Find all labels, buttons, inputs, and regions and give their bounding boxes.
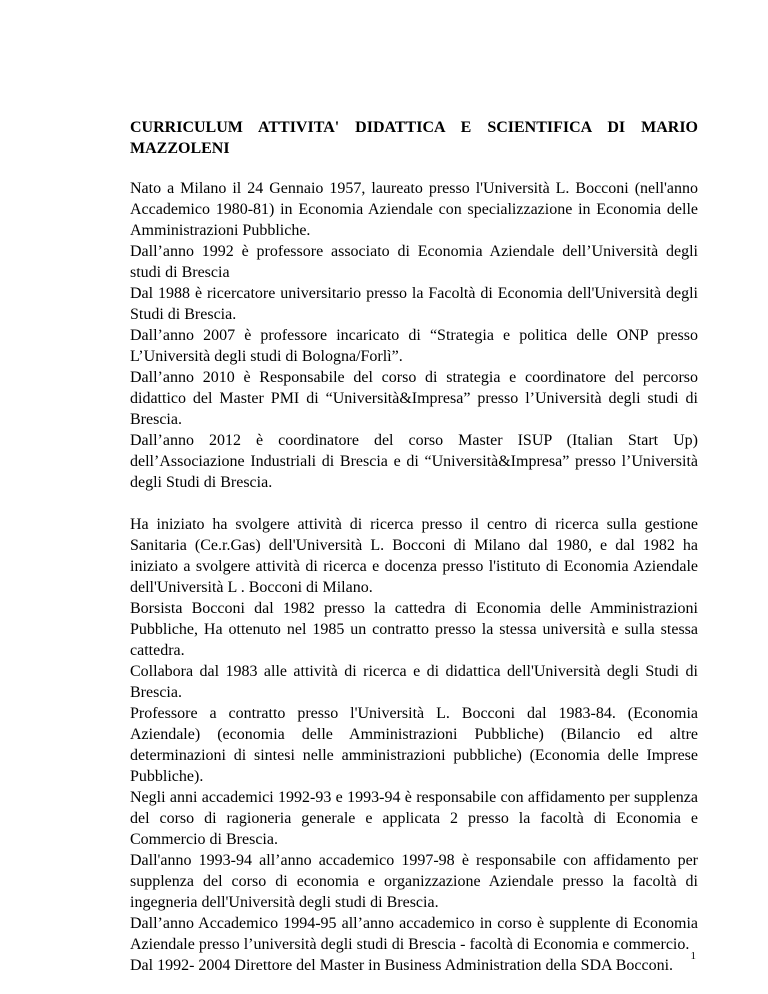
paragraph: Ha iniziato ha svolgere attività di ricerca presso il centro di ricerca sulla gestione Sanitaria (Ce.r.Gas) dell'Università L. Bocconi di Milano dal 1980, e dal 1982 ha iniziato a svolgere attività di ricerca e docenza presso l'istituto di Economia Aziendale dell'Università L . Bocconi di Milano. (130, 516, 698, 596)
paragraph: Professore a contratto presso l'Università L. Bocconi dal 1983-84. (Economia Aziendale) (economia delle Amministrazioni Pubbliche) (Bilancio ed altre determinazioni di sintesi nelle amministrazioni pubbliche) (Economia delle Imprese Pubbliche). (130, 705, 698, 785)
section-research-teaching (130, 514, 698, 976)
section-biography (130, 178, 698, 493)
document-title: CURRICULUM ATTIVITA' DIDATTICA E SCIENTIFICA DI MARIO MAZZOLENI (130, 119, 698, 157)
paragraph: Dall’anno 2012 è coordinatore del corso Master ISUP (Italian Start Up) dell’Associazione Industriali di Brescia e di “Università&Impresa” presso l’Università degli Studi di Brescia. (130, 432, 698, 491)
paragraph: Dal 1988 è ricercatore universitario presso la Facoltà di Economia dell'Università degli Studi di Brescia. (130, 285, 698, 323)
paragraph: Dall’anno 2007 è professore incaricato di “Strategia e politica delle ONP presso L’Università degli studi di Bologna/Forlì”. (130, 327, 698, 365)
page-number: 1 (690, 950, 696, 962)
paragraph: Nato a Milano il 24 Gennaio 1957, laureato presso l'Università L. Bocconi (nell'anno Accademico 1980-81) in Economia Aziendale con specializzazione in Economia delle Amministrazioni Pubbliche. (130, 180, 698, 239)
paragraph: Collabora dal 1983 alle attività di ricerca e di didattica dell'Università degli Studi di Brescia. (130, 663, 698, 701)
paragraph: Negli anni accademici 1992-93 e 1993-94 è responsabile con affidamento per supplenza del corso di ragioneria generale e applicata 2 presso la facoltà di Economia e Commercio di Brescia. (130, 789, 698, 848)
paragraph: Dall'anno 1993-94 all’anno accademico 1997-98 è responsabile con affidamento per supplenza del corso di economia e organizzazione Aziendale presso la facoltà di ingegneria dell'Università degli studi di Brescia. (130, 852, 698, 911)
paragraph: Dall’anno 1992 è professore associato di Economia Aziendale dell’Università degli studi di Brescia (130, 243, 698, 281)
document-page (130, 117, 698, 976)
paragraph: Dall’anno Accademico 1994-95 all’anno accademico in corso è supplente di Economia Aziendale presso l’università degli studi di Brescia - facoltà di Economia e commercio. (130, 915, 698, 953)
paragraph: Borsista Bocconi dal 1982 presso la cattedra di Economia delle Amministrazioni Pubbliche, Ha ottenuto nel 1985 un contratto presso la stessa università e sulla stessa cattedra. (130, 600, 698, 659)
paragraph: Dall’anno 2010 è Responsabile del corso di strategia e coordinatore del percorso didattico del Master PMI di “Università&Impresa” presso l’Università degli studi di Brescia. (130, 369, 698, 428)
paragraph: Dal 1992- 2004 Direttore del Master in Business Administration della SDA Bocconi. (130, 957, 674, 974)
